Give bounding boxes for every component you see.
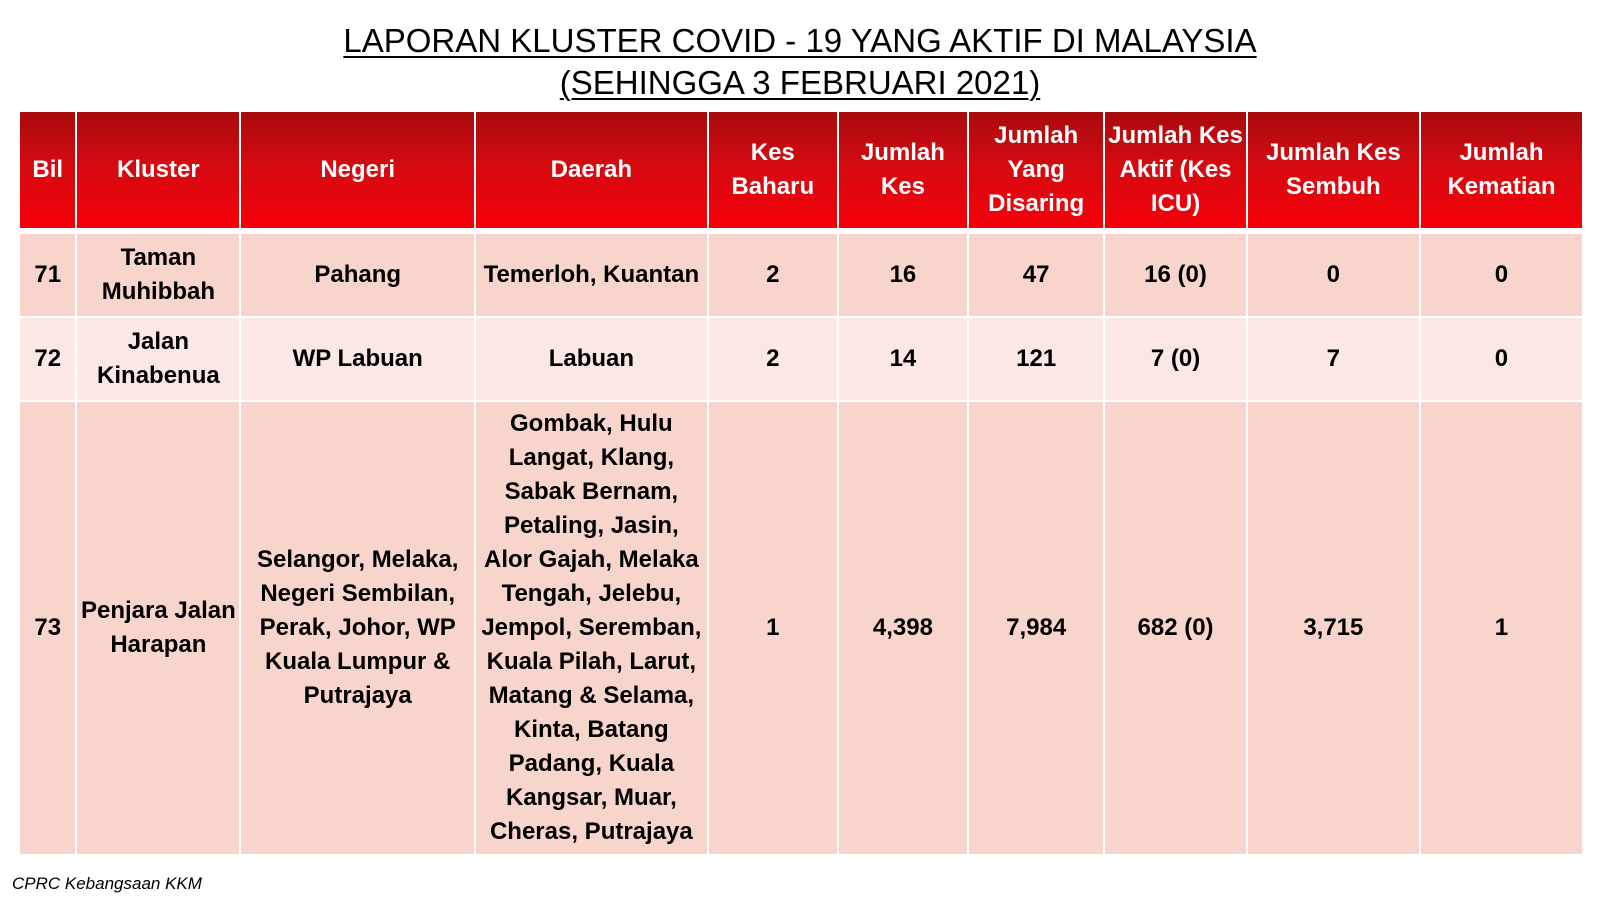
title-line-1 bbox=[0, 20, 1600, 62]
title-text-1: LAPORAN KLUSTER COVID - 19 YANG AKTIF DI MALAYSIA bbox=[343, 22, 1257, 59]
table-row bbox=[19, 317, 1583, 401]
header-jumlah-disaring: Jumlah Yang Disaring bbox=[968, 111, 1104, 231]
header-jumlah-kematian: Jumlah Kematian bbox=[1420, 111, 1583, 231]
cell-jumlah-sembuh: 7 bbox=[1247, 317, 1420, 401]
header-row bbox=[19, 111, 1583, 231]
table-row bbox=[19, 231, 1583, 317]
cell-jumlah-kes: 4,398 bbox=[838, 401, 968, 855]
cell-kes-baharu: 2 bbox=[708, 317, 838, 401]
cell-jumlah-aktif: 16 (0) bbox=[1104, 231, 1246, 317]
cluster-table bbox=[18, 110, 1584, 856]
cell-jumlah-kematian: 0 bbox=[1420, 231, 1583, 317]
header-kes-baharu: Kes Baharu bbox=[708, 111, 838, 231]
title-text-2: (SEHINGGA 3 FEBRUARI 2021) bbox=[559, 64, 1041, 101]
cell-jumlah-aktif: 682 (0) bbox=[1104, 401, 1246, 855]
cell-jumlah-kes: 14 bbox=[838, 317, 968, 401]
cell-daerah: Labuan bbox=[475, 317, 708, 401]
cell-jumlah-sembuh: 0 bbox=[1247, 231, 1420, 317]
cell-bil: 71 bbox=[19, 231, 76, 317]
header-jumlah-sembuh: Jumlah Kes Sembuh bbox=[1247, 111, 1420, 231]
cell-kes-baharu: 2 bbox=[708, 231, 838, 317]
cell-daerah: Gombak, Hulu Langat, Klang, Sabak Bernam, Petaling, Jasin, Alor Gajah, Melaka Tengah, Jelebu, Jempol, Seremban, Kuala Pilah, Larut, Matang & Selama, Kinta, Batang Padang, Kuala Kangsar, Muar, Cheras, Putrajaya bbox=[475, 401, 708, 855]
cell-daerah: Temerloh, Kuantan bbox=[475, 231, 708, 317]
title-line-2 bbox=[0, 62, 1600, 104]
cell-kluster: Taman Muhibbah bbox=[76, 231, 240, 317]
header-kluster: Kluster bbox=[76, 111, 240, 231]
cell-jumlah-kematian: 0 bbox=[1420, 317, 1583, 401]
report-title bbox=[0, 20, 1600, 104]
header-negeri: Negeri bbox=[240, 111, 475, 231]
cell-negeri: WP Labuan bbox=[240, 317, 475, 401]
header-jumlah-kes: Jumlah Kes bbox=[838, 111, 968, 231]
table-row bbox=[19, 401, 1583, 855]
cell-kluster: Jalan Kinabenua bbox=[76, 317, 240, 401]
cell-negeri: Selangor, Melaka, Negeri Sembilan, Perak, Johor, WP Kuala Lumpur & Putrajaya bbox=[240, 401, 475, 855]
cell-jumlah-disaring: 47 bbox=[968, 231, 1104, 317]
cell-jumlah-disaring: 7,984 bbox=[968, 401, 1104, 855]
cell-bil: 73 bbox=[19, 401, 76, 855]
cell-bil: 72 bbox=[19, 317, 76, 401]
cell-kluster: Penjara Jalan Harapan bbox=[76, 401, 240, 855]
header-jumlah-aktif: Jumlah Kes Aktif (Kes ICU) bbox=[1104, 111, 1246, 231]
cell-jumlah-aktif: 7 (0) bbox=[1104, 317, 1246, 401]
source-footer: CPRC Kebangsaan KKM bbox=[12, 874, 202, 893]
header-bil: Bil bbox=[19, 111, 76, 231]
cell-jumlah-kematian: 1 bbox=[1420, 401, 1583, 855]
cell-negeri: Pahang bbox=[240, 231, 475, 317]
cell-jumlah-sembuh: 3,715 bbox=[1247, 401, 1420, 855]
header-daerah: Daerah bbox=[475, 111, 708, 231]
cell-jumlah-kes: 16 bbox=[838, 231, 968, 317]
cell-kes-baharu: 1 bbox=[708, 401, 838, 855]
cell-jumlah-disaring: 121 bbox=[968, 317, 1104, 401]
